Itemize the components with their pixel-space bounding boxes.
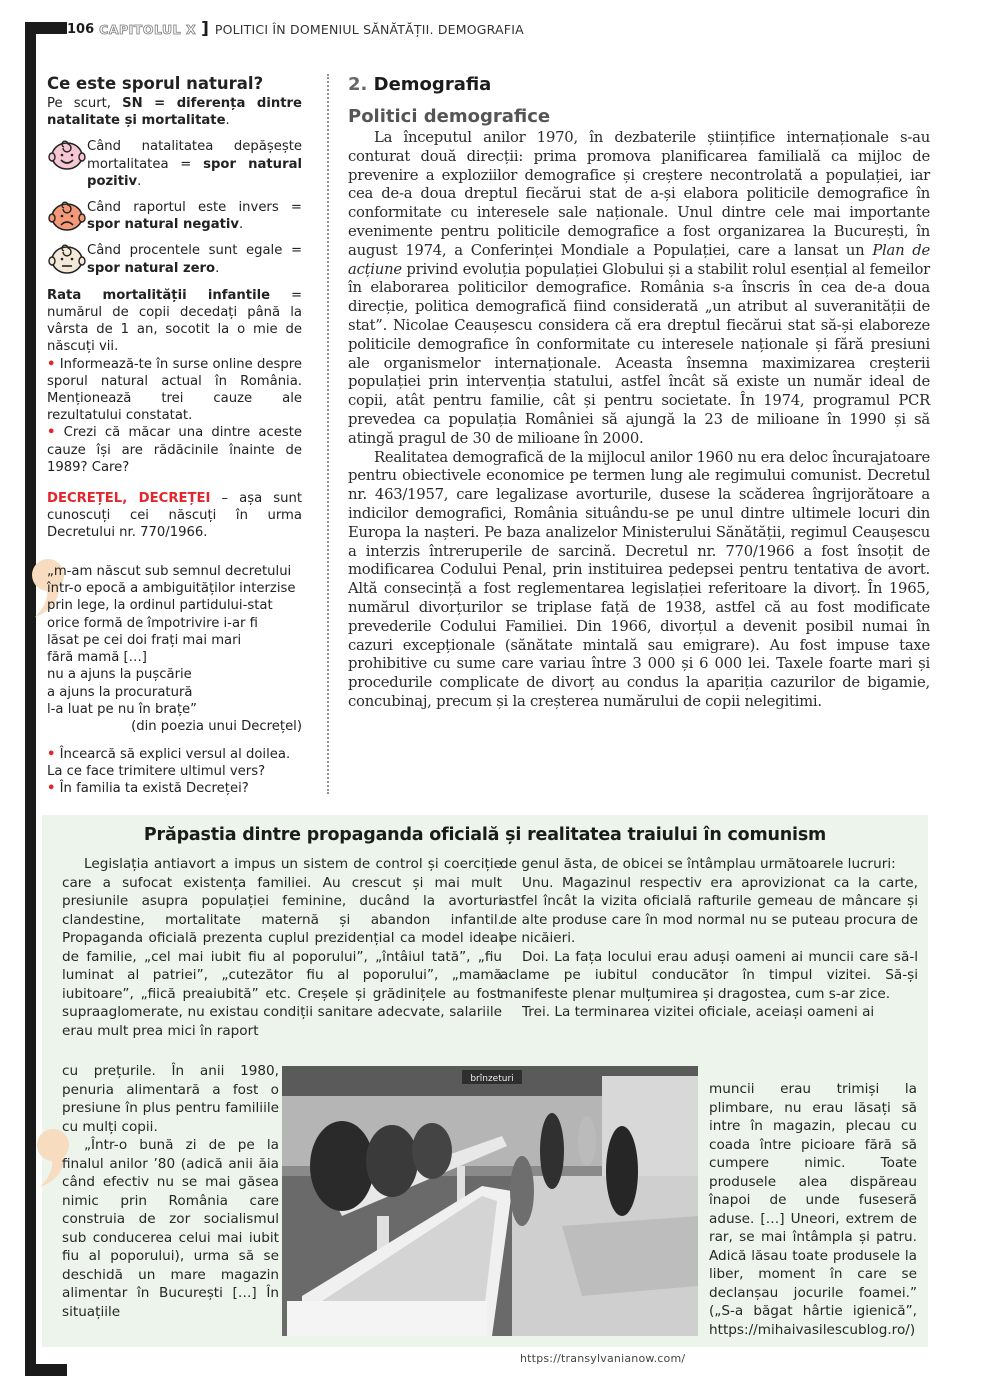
decretei-def: – așa sunt cunoscuți cei născuți în urma Decretului nr. 770/1966.: [47, 491, 302, 541]
poem-line: fără mamă […]: [47, 650, 147, 666]
panel-right-bottom: [709, 1080, 917, 1339]
negative-growth-text: [87, 199, 302, 233]
panel-right-top: [500, 855, 918, 1022]
item-suffix: .: [215, 260, 220, 276]
column-divider: [327, 74, 329, 794]
panel-title: Prăpastia dintre propaganda oficială și realitatea traiului în comunism: [143, 825, 827, 845]
section-number: 2.: [348, 74, 368, 95]
bullet-icon: •: [47, 425, 56, 441]
item-bold: spor natural negativ: [87, 217, 240, 233]
section-title: Demografia: [373, 74, 492, 95]
poem-line: lăsat pe cei doi frați mai mari: [47, 632, 242, 648]
infant-mortality-definition: [47, 287, 302, 476]
intro-prefix: Pe scurt,: [47, 96, 123, 111]
paragraph-1: [348, 129, 930, 449]
poem-line: „m-am născut sub semnul decretului: [47, 563, 292, 579]
chapter-label: CAPITOLUL X: [99, 21, 197, 37]
panel-left-top: [62, 855, 502, 1040]
intro-definition: SN = diferența dintre natalitate și mortalitate: [47, 96, 302, 129]
neutral-baby-face-icon: [47, 242, 87, 276]
sad-baby-face-icon: [47, 199, 87, 233]
item-bold: spor natural zero: [87, 260, 216, 276]
header-bracket: ]: [201, 18, 209, 39]
natural-growth-positive: [47, 138, 302, 190]
infant-mortality-term: Rata mortalității infantile: [47, 287, 271, 303]
task-text: În familia ta există Decreței?: [59, 781, 249, 797]
store-sign: brînzeturi: [470, 1074, 514, 1084]
sidebar-intro: [47, 95, 302, 129]
zero-growth-text: [87, 242, 302, 276]
item-suffix: .: [137, 173, 142, 189]
task-bullet-1: [47, 356, 302, 425]
p1-italic: Plan de acțiune: [348, 241, 930, 278]
info-panel: [42, 815, 928, 1347]
panel-paragraph: Trei. La terminarea vizitei oficiale, aceiași oameni ai: [522, 1004, 875, 1020]
infant-mortality-def: = numărul de copii decedați până la vârsta de 1 an, socotit la o mie de născuți vii.: [47, 287, 302, 355]
p1-part-b: privind evoluția populației Globului și a stabilit rolul esențial al femeilor în elaborarea politicilor demografice. România s-a înscris în cea de-a doua direcție, politica demografică fiind considerată „un atribut al suveranității de stat”. Nicolae Ceaușescu considera că era dreptul fiecărui stat să-și elaboreze politicile demografice în conformitate cu interesele naționale și fără presiuni ale organismelor internaționale. Aceasta însemna maximizarea creșterii populației prin intervenția statului, astfel încât să existe un număr ideal de copii, atât pentru familie, cât și pentru societate. În 1974, programul PCR prevedea ca populația României să ajungă la 23 de milioane în 1990 și să atingă pragul de 30 de milioane în 2000.: [348, 260, 930, 447]
item-text: Când raportul este invers =: [87, 200, 302, 216]
store-interior-image: [282, 1066, 698, 1336]
task-text: Crezi că măcar una dintre aceste cauze își are rădăcinile înainte de 1989? Care?: [47, 425, 302, 475]
poem-line: orice formă de împotrivire i-ar fi: [47, 615, 258, 631]
section-heading: [348, 74, 930, 96]
page-number: 106: [67, 21, 95, 37]
infant-mortality-text: [47, 287, 302, 356]
item-bold: spor natural pozitiv: [87, 156, 302, 189]
decretei-definition: [47, 490, 302, 542]
paragraph-2: Realitatea demografică de la mijlocul anilor 1960 nu era deloc încurajatoare pentru obiectivele economice pe termen lung ale regimului comunist. Decretul nr. 463/1957, care legalizase avorturile, dusese la scăderea îngrijorătoare a indicilor demografici, România situându-se pe unul dintre ultimele locuri din Europa la nașteri. Pe baza analizelor Ministerului Sănătății, regimul Ceaușescu a interzis întreruperile de sarcină. Decretul nr. 770/1966 a fost însoțit de modificarea Codului Penal, prin instituirea pedepsei pentru tentativa de avort. Altă consecință a fost reglementarea legislației referitoare la divorț. În 1965, numărul divorțurilor se triplase față de 1938, astfel că au fost modificate prevederile Codului Familiei. Din 1966, divorțul a devenit posibil numai în cazuri excepționale (sănătate mintală sau emigrare). Au fost impuse taxe prohibitive cu sume care variau între 3 000 și 6 000 lei. Taxele foarte mari și procedurile complicate de divorț au condus la apariția cazurilor de bigamie, concubinaj, precum și la creșterea numărului de copii nelegitimi.: [348, 448, 930, 710]
item-suffix: .: [239, 217, 244, 233]
main-content: [348, 74, 930, 712]
poem-line: a ajuns la procuratură: [47, 684, 193, 700]
sidebar: [47, 74, 302, 797]
panel-paragraph: de genul ăsta, de obicei se întâmplau următoarele lucruri:: [500, 856, 896, 872]
panel-quote-paragraph: „Într-o bună zi de pe la finalul anilor ’80 (adică anii ăia când efectiv nu se mai găsea nimic prin România care construia de zor socialismul sub conducerea celui mai iubit fiu al poporului), urma să se deschidă un mare magazin alimentar în București […] În situațiile: [62, 1137, 279, 1320]
poem-lines: [47, 563, 302, 736]
natural-growth-zero: [47, 242, 302, 276]
poem-source: (din poezia unui Decrețel): [131, 719, 302, 735]
running-title: POLITICI ÎN DOMENIUL SĂNĂTĂȚII. DEMOGRAFIA: [214, 21, 524, 37]
decretei-text: [47, 490, 302, 542]
item-text: Când procentele sunt egale =: [87, 243, 302, 259]
empty-store-photo: [282, 1066, 698, 1336]
panel-paragraph: cu prețurile. În anii 1980, penuria alimentară a fost o presiune în plus pentru familiile cu mulți copii.: [62, 1063, 279, 1135]
natural-growth-negative: [47, 199, 302, 233]
poem-line: l-a luat pe nu în brațe”: [47, 702, 197, 718]
photo-credit: https://transylvanianow.com/: [520, 1352, 686, 1365]
happy-baby-face-icon: [47, 138, 87, 172]
task-text: Încearcă să explici versul al doilea. La ce face trimitere ultimul vers?: [47, 746, 291, 779]
poem-line: nu a ajuns la pușcărie: [47, 667, 192, 683]
p1-part-a: La începutul anilor 1970, în dezbaterile științifice internaționale s-au conturat două direcții: prima promova planificarea familială ca mijloc de prevenire a exploziilor demografice și creștere necontrolată a populației, iar cea de-a doua dreptul fiecărui stat de a-și elabora politicile demografice în conformitate cu interesele sale naționale. Unul dintre cele mai importante evenimente pentru politicile demografice a fost organizarea la București, în august 1974, a Conferinței Mondiale a Populației, care a lansat un: [348, 129, 930, 259]
bullet-icon: •: [47, 746, 56, 762]
task-bullet-3: [47, 746, 302, 780]
page-header: [67, 20, 524, 38]
poem-tasks: [47, 746, 302, 798]
frame-bottom-tick: [25, 1364, 67, 1376]
intro-suffix: .: [225, 113, 230, 129]
task-text: Informează-te în surse online despre sporul natural actual în România. Menționează trei cauze ale rezultatului constatat.: [47, 356, 302, 424]
panel-paragraph: Doi. La fața locului erau aduși oameni ai muncii care să-l aclame pe iubitul conducător în timpul vizitei. Să-și manifeste plenar mulțumirea și dragostea, cum s-ar zice.: [500, 948, 918, 1002]
poem-quote: [47, 563, 302, 736]
positive-growth-text: [87, 138, 302, 190]
panel-paragraph: Legislația antiavort a impus un sistem de control și coerciție care a sufocat existența familiei. Au crescut și mai mult presiunile asupra populației feminine, ducând la avorturi clandestine, mortalitate maternă și abandon infantil. Propaganda oficială prezenta cuplul prezidențial ca model ideal de familie, „cel mai iubit fiu al poporului”, „întâiul tată”, „fiu luminat al patriei”, „cutezător fiu al poporului”, „mamă iubitoare”, „fiică preaiubită” etc. Creșele și grădinițele au fost supraaglomerate, nu existau condiții sanitare adecvate, salariile erau mult prea mici în raport: [62, 856, 502, 1039]
panel-left-bottom: [62, 1062, 279, 1321]
bullet-icon: •: [47, 356, 56, 372]
task-bullet-4: [47, 780, 302, 797]
decretei-term: DECREȚEL, DECREȚEI: [47, 491, 211, 507]
subsection-heading: Politici demografice: [348, 106, 551, 127]
bullet-icon: •: [47, 781, 56, 797]
panel-paragraph: muncii erau trimiși la plimbare, nu erau lăsați să intre în magazin, plecau cu coada între picioare fără să cumpere nimic. Toate produsele alea dispăreau înapoi de unde fuseseră aduse. […] Uneori, extrem de rar, se mai întâmpla și patru. Adică lăsau toate produsele la liber, moment în care se declanșau jocurile foamei.” („S-a băgat hârtie igienică”, https://mihaivasilescublog.ro/): [709, 1081, 917, 1338]
poem-line: prin lege, la ordinul partidului-stat: [47, 598, 273, 614]
task-bullet-2: [47, 424, 302, 476]
panel-paragraph: Unu. Magazinul respectiv era aprovizionat ca la carte, astfel încât la vizita oficială rafturile gemeau de mâncare și de alte produse care în mod normal nu se puteau procura de pe nicăieri.: [500, 874, 918, 946]
item-text: Când natalitatea depășește mortalitatea =: [87, 139, 302, 172]
frame-top-tick: [25, 22, 67, 34]
sidebar-title: Ce este sporul natural?: [47, 74, 264, 93]
poem-line: într-o epocă a ambiguităților interzise: [47, 580, 296, 596]
